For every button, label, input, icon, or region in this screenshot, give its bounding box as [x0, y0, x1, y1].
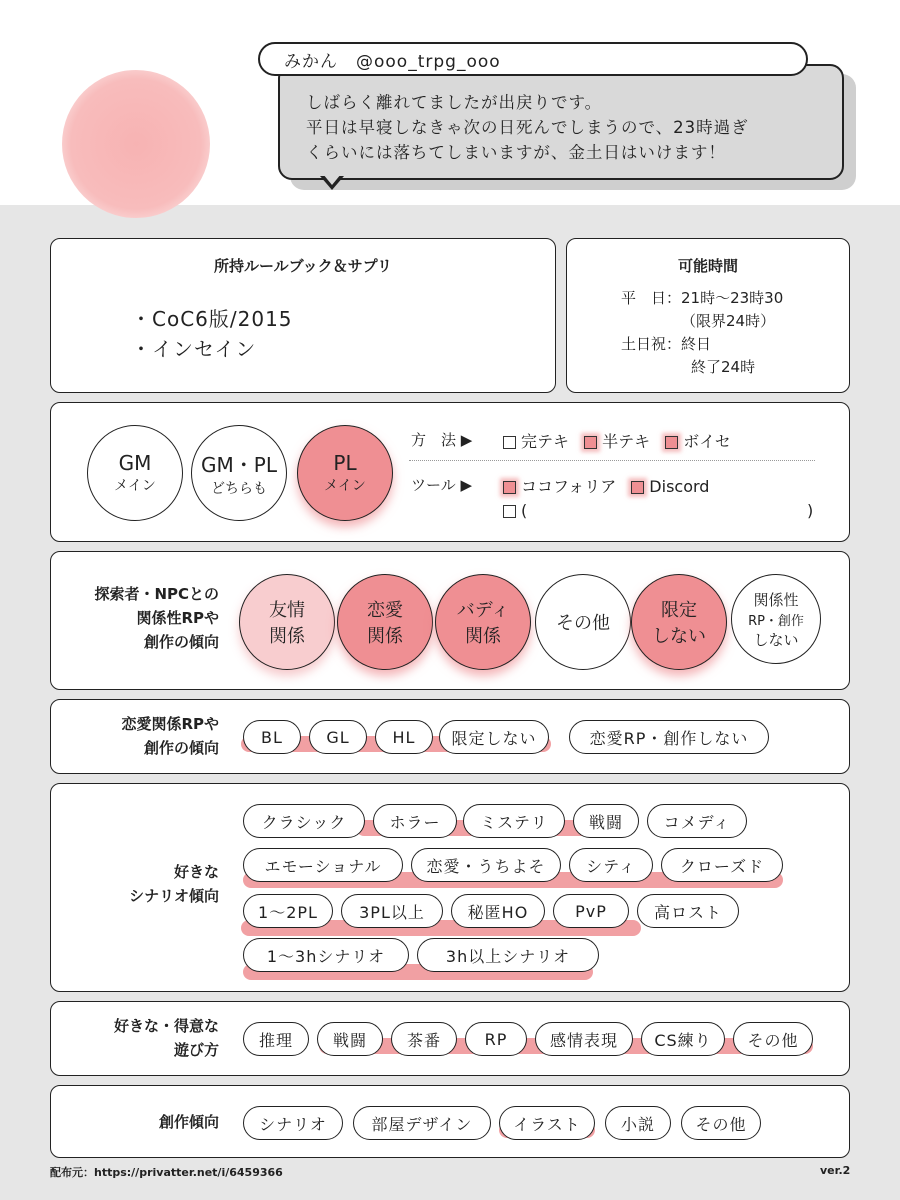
long-scenario-option[interactable]: 3h以上シナリオ	[417, 938, 599, 972]
method-options	[503, 429, 731, 452]
tool-label: ツール ▶	[411, 476, 473, 494]
message-line: 平日は早寝しなきゃ次の日死んでしまうので、23時過ぎ	[306, 118, 749, 137]
pvp-option[interactable]: PvP	[553, 894, 629, 928]
label-line: シナリオ傾向	[129, 887, 219, 905]
option-line: メイン	[324, 478, 366, 494]
option-line: 限定	[661, 600, 697, 621]
option-line: 友情	[269, 600, 305, 621]
avatar	[62, 70, 210, 218]
speech-bubble	[278, 64, 844, 180]
label-line: 創作の傾向	[143, 739, 219, 757]
option-line: しない	[652, 626, 706, 647]
rp-option[interactable]: RP	[465, 1022, 527, 1056]
label-line: 関係性RPや	[136, 609, 219, 627]
pl-main-option[interactable]	[297, 425, 393, 521]
checkbox[interactable]	[631, 481, 644, 494]
city-option[interactable]: シティ	[569, 848, 653, 882]
availability-line: 土日祝：終日	[621, 335, 712, 353]
version-label: ver.2	[820, 1164, 851, 1177]
availability-line: 終了24時	[691, 358, 756, 376]
secret-ho-option[interactable]: 秘匿HO	[451, 894, 545, 928]
combat-option[interactable]: 戦闘	[317, 1022, 383, 1056]
option-line: RP・創作	[748, 613, 804, 629]
romance-label	[69, 712, 219, 760]
option-line: 関係	[367, 626, 403, 647]
handle-plate	[258, 42, 808, 76]
label-line: 恋愛関係RPや	[121, 715, 219, 733]
playstyle-label	[69, 1014, 219, 1062]
scenario-card	[50, 783, 850, 992]
label-line: 好きな	[173, 863, 219, 881]
option-line: 恋愛	[367, 600, 403, 621]
romance-card	[50, 699, 850, 774]
tool-option[interactable]	[631, 477, 709, 496]
rulebook-item: ・インセイン	[131, 337, 257, 361]
emotional-option[interactable]: エモーショナル	[243, 848, 403, 882]
relationship-label	[69, 582, 219, 654]
tool-option[interactable]	[503, 477, 616, 496]
unlimited-option[interactable]	[631, 574, 727, 670]
tool-options	[503, 474, 709, 497]
comedy-option[interactable]: コメディ	[647, 804, 747, 838]
dotted-divider	[409, 460, 815, 461]
label-line: 遊び方	[173, 1041, 219, 1059]
gm-main-option[interactable]	[87, 425, 183, 521]
unlimited-option[interactable]: 限定しない	[439, 720, 549, 754]
label-line: 好きな・得意な	[113, 1017, 219, 1035]
option-line: バディ	[456, 600, 510, 621]
other-option[interactable]: その他	[681, 1106, 761, 1140]
availability-card	[566, 238, 850, 393]
scenario-option[interactable]: シナリオ	[243, 1106, 343, 1140]
checkbox[interactable]	[503, 436, 516, 449]
bl-option[interactable]: BL	[243, 720, 301, 754]
illust-option[interactable]: イラスト	[499, 1106, 595, 1140]
method-option[interactable]	[503, 432, 569, 451]
message-line: しばらく離れてましたが出戻りです。	[306, 93, 603, 112]
option-line: 関係性	[753, 590, 799, 609]
label-line: 探索者・NPCとの	[94, 585, 219, 603]
option-line: GM・PL	[201, 452, 277, 477]
horror-option[interactable]: ホラー	[373, 804, 457, 838]
scenario-label	[69, 860, 219, 908]
method-label-text: ボイセ	[683, 432, 731, 451]
playstyle-card	[50, 1001, 850, 1076]
tool-label-text: Discord	[649, 477, 710, 496]
other-option[interactable]: その他	[733, 1022, 813, 1056]
method-label-text: 完テキ	[521, 432, 570, 451]
bubble-tail-fill	[323, 174, 341, 185]
label-line: 創作の傾向	[143, 633, 219, 651]
gm-pl-both-option[interactable]	[191, 425, 287, 521]
skit-option[interactable]: 茶番	[391, 1022, 457, 1056]
paren-close: )	[807, 501, 814, 520]
short-scenario-option[interactable]: 1〜3hシナリオ	[243, 938, 409, 972]
other-option[interactable]	[535, 574, 631, 670]
option-line: メイン	[114, 478, 156, 494]
gm-pl-card	[50, 402, 850, 542]
user-handle: みかん @ooo_trpg_ooo	[284, 51, 501, 72]
deduction-option[interactable]: 推理	[243, 1022, 309, 1056]
option-line: どちらも	[211, 480, 267, 497]
availability-line: （限界24時）	[681, 312, 776, 330]
relationship-card	[50, 551, 850, 690]
source-link[interactable]: 配布元：https://privatter.net/i/6459366	[50, 1166, 283, 1179]
option-line: その他	[556, 613, 610, 634]
paren-open: (	[521, 501, 528, 520]
tool-label-text: ココフォリア	[521, 477, 617, 496]
friendship-option[interactable]	[239, 574, 335, 670]
no-romance-option[interactable]: 恋愛RP・創作しない	[569, 720, 769, 754]
cs-option[interactable]: CS練り	[641, 1022, 725, 1056]
combat-option[interactable]: 戦闘	[573, 804, 639, 838]
creative-label: 創作傾向	[158, 1113, 219, 1131]
closed-option[interactable]: クローズド	[661, 848, 783, 882]
checkbox[interactable]	[584, 436, 597, 449]
other-tool-option[interactable]	[503, 501, 527, 520]
classic-option[interactable]: クラシック	[243, 804, 365, 838]
hl-option[interactable]: HL	[375, 720, 433, 754]
rulebooks-title: 所持ルールブック＆サプリ	[213, 257, 393, 275]
method-label-text: 半テキ	[602, 432, 651, 451]
checkbox[interactable]	[503, 505, 516, 518]
rulebook-item: ・CoC6版/2015	[131, 307, 293, 331]
method-option[interactable]	[584, 432, 650, 451]
checkbox[interactable]	[665, 436, 678, 449]
romance-option[interactable]	[337, 574, 433, 670]
creative-card	[50, 1085, 850, 1158]
room-design-option[interactable]: 部屋デザイン	[353, 1106, 491, 1140]
availability-title: 可能時間	[677, 257, 738, 275]
buddy-option[interactable]	[435, 574, 531, 670]
availability-line: 平 日：21時〜23時30	[621, 289, 784, 307]
method-option[interactable]	[665, 432, 731, 451]
rulebooks-card	[50, 238, 556, 393]
gl-option[interactable]: GL	[309, 720, 367, 754]
no-relationship-option[interactable]	[731, 574, 821, 664]
love-uchiyoso-option[interactable]: 恋愛・うちよそ	[411, 848, 561, 882]
option-line: GM	[118, 451, 152, 475]
checkbox[interactable]	[503, 481, 516, 494]
emotion-option[interactable]: 感情表現	[535, 1022, 633, 1056]
three-pl-option[interactable]: 3PL以上	[341, 894, 443, 928]
mystery-option[interactable]: ミステリ	[463, 804, 565, 838]
novel-option[interactable]: 小説	[605, 1106, 671, 1140]
option-line: 関係	[465, 626, 501, 647]
option-line: しない	[753, 630, 799, 649]
option-line: 関係	[269, 626, 305, 647]
option-line: PL	[333, 451, 357, 475]
one-two-pl-option[interactable]: 1〜2PL	[243, 894, 333, 928]
message-line: くらいには落ちてしまいますが、金土日はいけます！	[306, 143, 726, 162]
method-label: 方 法 ▶	[411, 431, 473, 449]
high-lost-option[interactable]: 高ロスト	[637, 894, 739, 928]
